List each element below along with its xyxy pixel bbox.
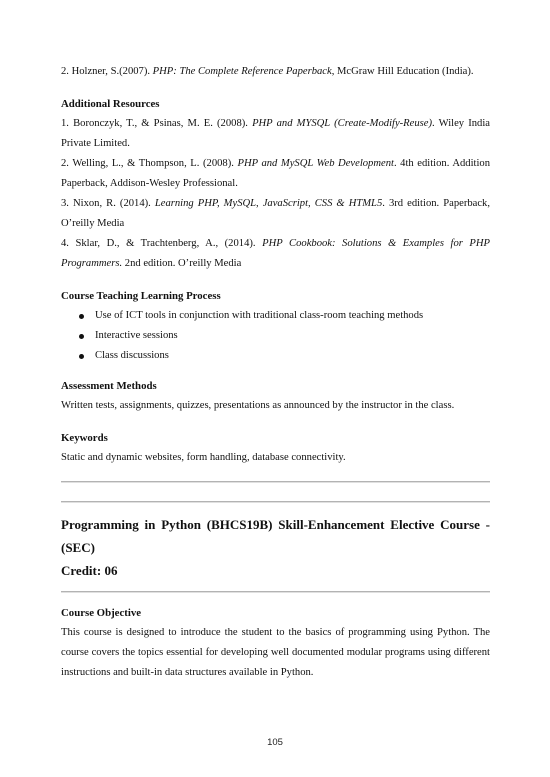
reference-2 — [61, 62, 490, 82]
list-item: Interactive sessions — [79, 326, 490, 346]
assessment-text: Written tests, assignments, quizzes, presentations as announced by the instructor in the class. — [61, 400, 455, 411]
section-heading-course-objective: Course Objective — [61, 607, 142, 619]
list-item: Class discussions — [79, 346, 490, 366]
course-objective-text: This course is designed to introduce the student to the basics of programming using Python. The course covers the topics essential for developing well documented modular programs using different instructions and built-in data structures available in Python. — [61, 627, 490, 678]
section-heading-additional-resources: Additional Resources — [61, 98, 160, 110]
course-credit: Credit: 06 — [61, 563, 118, 578]
course-title: Programming in Python (BHCS19B) Skill-Enhancement Elective Course - (SEC) — [61, 517, 490, 555]
additional-resource-2: 2. Welling, L., & Thompson, L. (2008). PHP and MySQL Web Development. 4th edition. Addition Paperback, Addison-Wesley Professional. — [61, 158, 491, 189]
additional-resource-1: 1. Boronczyk, T., & Psinas, M. E. (2008). PHP and MYSQL (Create-Modify-Reuse). Wiley India Private Limited. — [61, 118, 490, 149]
additional-resource-3: 3. Nixon, R. (2014). Learning PHP, MySQL, JavaScript, CSS & HTML5. 3rd edition. Paperback, O’reilly Media — [61, 198, 490, 229]
bullet-icon — [79, 354, 84, 359]
section-heading-teaching-process: Course Teaching Learning Process — [61, 290, 221, 302]
bullet-icon — [79, 334, 84, 339]
page-content — [61, 62, 490, 683]
list-item: Use of ICT tools in conjunction with traditional class-room teaching methods — [79, 306, 490, 326]
teaching-process-list — [61, 306, 490, 366]
section-heading-assessment: Assessment Methods — [61, 380, 157, 392]
reference-title: PHP: The Complete Reference Paperback — [152, 66, 332, 77]
bullet-icon — [79, 314, 84, 319]
keywords-text: Static and dynamic websites, form handling, database connectivity. — [61, 452, 346, 463]
additional-resource-4: 4. Sklar, D., & Trachtenberg, A., (2014). PHP Cookbook: Solutions & Examples for PHP Programmers. 2nd edition. O’reilly Media — [61, 238, 491, 269]
section-heading-keywords: Keywords — [61, 432, 108, 444]
reference-publisher: , McGraw Hill Education (India). — [331, 66, 474, 77]
page-number: 105 — [267, 737, 283, 748]
reference-author: 2. Holzner, S.(2007). — [61, 66, 153, 77]
